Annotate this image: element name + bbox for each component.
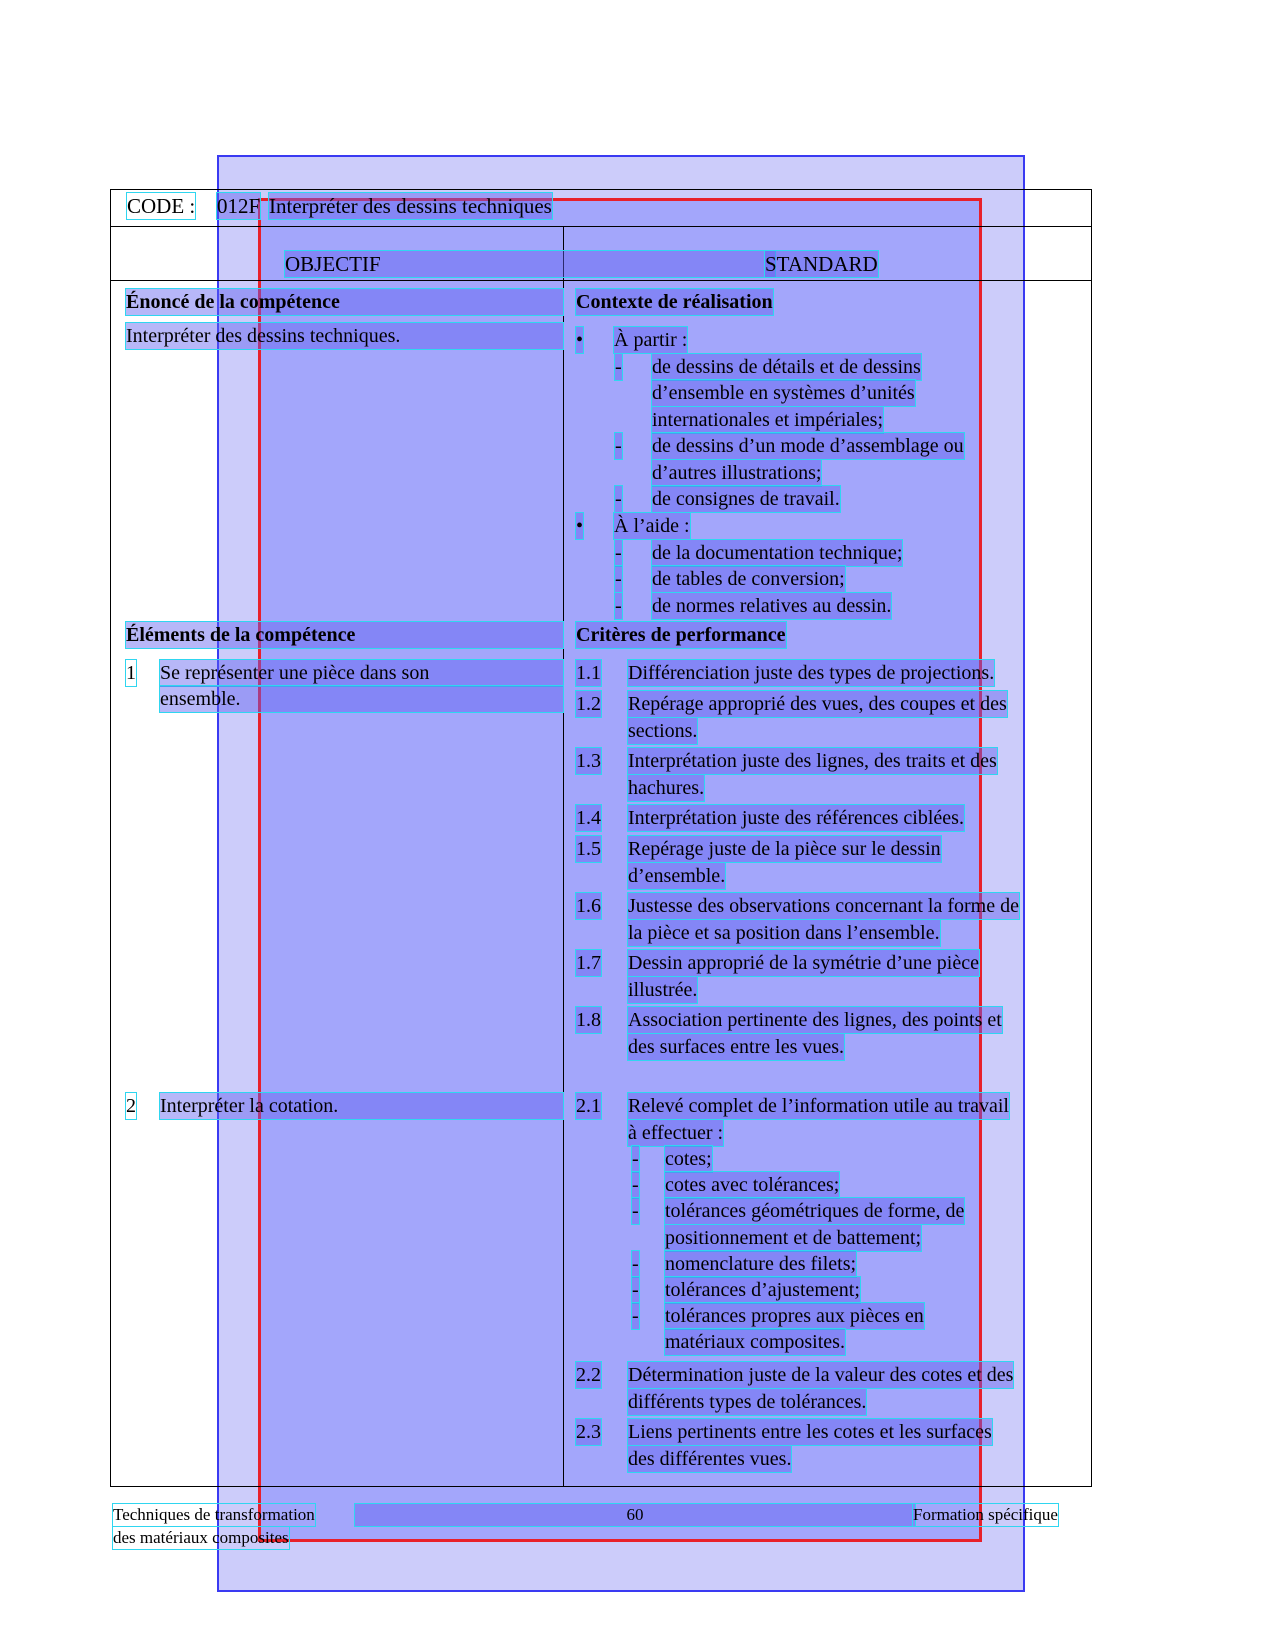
critere-sub-line: cotes avec tolérances; xyxy=(665,1174,840,1197)
critere-number: 1.1 xyxy=(576,662,601,684)
critere-sub-dash: - xyxy=(632,1305,639,1328)
critere-text: Différenciation juste des types de projections. xyxy=(628,662,995,684)
critere-text: différents types de tolérances. xyxy=(628,1390,867,1413)
footer-section: Formation spécifique xyxy=(913,1505,1058,1524)
column-header-standard: STANDARD xyxy=(765,252,878,276)
critere-sub-line: positionnement et de battement; xyxy=(665,1226,922,1249)
critere-number: 1.8 xyxy=(576,1009,601,1031)
critere-sub-line: matériaux composites. xyxy=(665,1331,845,1354)
critere-sub-dash: - xyxy=(632,1200,639,1223)
contexte-item-line: de normes relatives au dessin. xyxy=(652,594,892,617)
code-value: 012F xyxy=(217,194,261,218)
critere-number: 2.2 xyxy=(576,1364,601,1386)
contexte-dash: - xyxy=(615,355,622,378)
footer-program-line1: Techniques de transformation xyxy=(113,1505,315,1524)
critere-number: 1.7 xyxy=(576,952,601,974)
contexte-item-line: de dessins d’un mode d’assemblage ou xyxy=(652,435,964,457)
columns-divider xyxy=(110,280,1092,281)
element-number: 1 xyxy=(126,662,136,684)
critere-number: 2.3 xyxy=(576,1421,601,1443)
critere-text: Repérage approprié des vues, des coupes et des xyxy=(628,693,1007,715)
critere-sub-dash: - xyxy=(632,1279,639,1301)
element-text: Interpréter la cotation. xyxy=(160,1093,563,1119)
contexte-item-line: d’ensemble en systèmes d’unités xyxy=(652,382,915,404)
critere-number: 2.1 xyxy=(576,1095,601,1117)
critere-sub-dash: - xyxy=(632,1252,639,1275)
critere-number: 1.4 xyxy=(576,807,601,829)
contexte-dash: - xyxy=(615,435,622,457)
column-header-objectif: OBJECTIF xyxy=(285,251,775,277)
contexte-bullet: • xyxy=(576,515,584,537)
footer-program-line2: des matériaux composites xyxy=(113,1528,289,1547)
enonce-text: Interpréter des dessins techniques. xyxy=(126,323,563,349)
critere-text: Association pertinente des lignes, des points et xyxy=(628,1009,1002,1031)
critere-text: Interprétation juste des lignes, des traits et des xyxy=(628,750,997,772)
critere-text: sections. xyxy=(628,719,698,742)
critere-text: Interprétation juste des références ciblées. xyxy=(628,807,964,829)
contexte-heading: Contexte de réalisation xyxy=(576,291,773,313)
critere-sub-line: tolérances propres aux pièces en xyxy=(665,1305,924,1328)
contexte-dash: - xyxy=(615,541,622,564)
contexte-item-line: de dessins de détails et de dessins xyxy=(652,355,921,378)
critere-text: Liens pertinents entre les cotes et les surfaces xyxy=(628,1421,992,1443)
critere-sub-line: nomenclature des filets; xyxy=(665,1252,857,1275)
contexte-group-label: À partir : xyxy=(614,329,688,351)
header-divider xyxy=(110,226,1092,227)
critere-text: des différentes vues. xyxy=(628,1447,792,1470)
critere-text: des surfaces entre les vues. xyxy=(628,1035,845,1058)
enonce-heading: Énoncé de la compétence xyxy=(126,289,563,315)
contexte-item-line: de tables de conversion; xyxy=(652,568,845,590)
contexte-item-line: de la documentation technique; xyxy=(652,541,903,564)
critere-text: à effectuer : xyxy=(628,1121,724,1144)
contexte-item-line: internationales et impériales; xyxy=(652,408,884,431)
critere-text: Détermination juste de la valeur des cotes et des xyxy=(628,1364,1014,1386)
element-number: 2 xyxy=(126,1095,136,1117)
contexte-dash: - xyxy=(615,488,622,510)
contexte-group-label: À l’aide : xyxy=(614,515,690,537)
critere-sub-line: tolérances géométriques de forme, de xyxy=(665,1200,965,1223)
critere-number: 1.3 xyxy=(576,750,601,772)
critere-sub-dash: - xyxy=(632,1148,639,1170)
competency-table-frame xyxy=(110,189,1092,1487)
contexte-dash: - xyxy=(615,594,622,617)
element-text: Se représenter une pièce dans son xyxy=(160,660,563,686)
critere-text: Dessin approprié de la symétrie d’une pièce xyxy=(628,952,979,974)
competency-title: Interpréter des dessins techniques xyxy=(269,194,552,218)
elements-heading: Éléments de la compétence xyxy=(126,622,563,648)
contexte-bullet: • xyxy=(576,329,584,351)
contexte-item-line: d’autres illustrations; xyxy=(652,461,822,484)
code-label: CODE : xyxy=(127,194,196,218)
critere-sub-line: cotes; xyxy=(665,1148,712,1170)
contexte-dash: - xyxy=(615,568,622,590)
critere-text: Justesse des observations concernant la forme de xyxy=(628,895,1019,917)
contexte-item-line: de consignes de travail. xyxy=(652,488,840,510)
critere-number: 1.6 xyxy=(576,895,601,917)
critere-text: Relevé complet de l’information utile au travail xyxy=(628,1095,1009,1117)
critere-text: d’ensemble. xyxy=(628,864,726,887)
critere-text: Repérage juste de la pièce sur le dessin xyxy=(628,838,941,860)
critere-text: illustrée. xyxy=(628,978,698,1001)
criteres-heading: Critères de performance xyxy=(576,624,786,646)
footer-page-number: 60 xyxy=(355,1504,915,1526)
critere-sub-line: tolérances d’ajustement; xyxy=(665,1279,860,1301)
critere-number: 1.5 xyxy=(576,838,601,860)
critere-sub-dash: - xyxy=(632,1174,639,1197)
critere-text: hachures. xyxy=(628,776,705,799)
critere-number: 1.2 xyxy=(576,693,601,715)
column-separator xyxy=(563,226,564,1487)
critere-text: la pièce et sa position dans l’ensemble. xyxy=(628,921,940,944)
element-text: ensemble. xyxy=(160,686,563,712)
